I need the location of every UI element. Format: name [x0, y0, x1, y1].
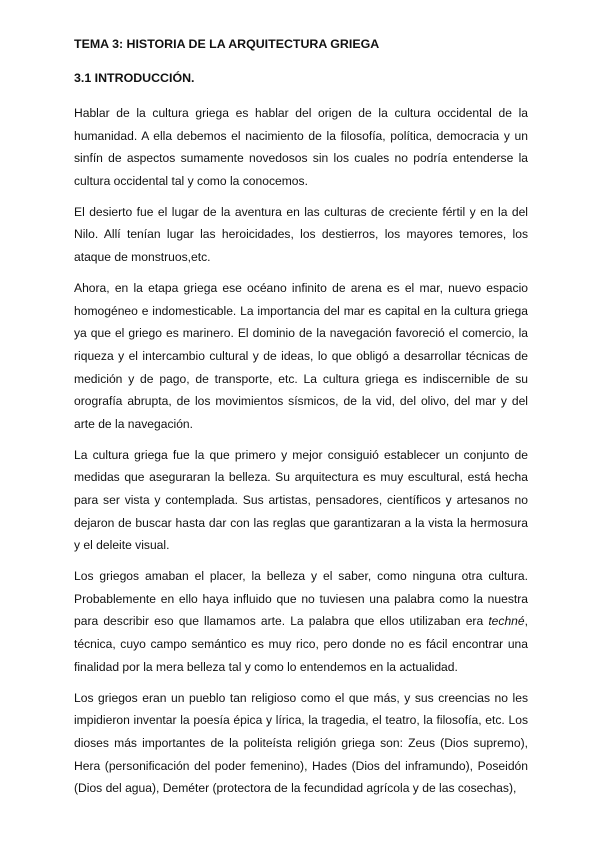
- paragraph: La cultura griega fue la que primero y mejor consiguió establecer un conjunto de medidas que aseguraran la belleza. Su arquitectura es muy escultural, está hecha para ser vista y contemplada. Sus artistas, pensadores, científicos y artesanos no dejaron de buscar hasta dar con las reglas que garantizaran a la vista la hermosura y el deleite visual.: [74, 447, 528, 553]
- paragraph: Los griegos eran un pueblo tan religioso como el que más, y sus creencias no les impidieron inventar la poesía épica y lírica, la tragedia, el teatro, la filosofía, etc. Los dioses más importantes de la politeísta religión griega son: Zeus (Dios supremo), Hera (personificación del poder femenino), Hades (Dios del inframundo), Poseidón (Dios del agua), Deméter (protectora de la fecundidad agrícola y de las cosechas),: [74, 690, 528, 796]
- document-page: [74, 34, 528, 800]
- paragraph: El desierto fue el lugar de la aventura en las culturas de creciente fértil y en la del Nilo. Allí tenían lugar las heroicidades, los destierros, los mayores temores, los ataque de monstruos,etc.: [74, 204, 528, 265]
- document-title: TEMA 3: HISTORIA DE LA ARQUITECTURA GRIEGA: [74, 37, 380, 51]
- paragraph: Hablar de la cultura griega es hablar del origen de la cultura occidental de la humanidad. A ella debemos el nacimiento de la filosofía, política, democracia y un sinfín de aspectos sumamente novedosos sin los cuales no podría entenderse la cultura occidental tal y como la conocemos.: [74, 106, 528, 188]
- paragraph-text: Los griegos amaban el placer, la belleza y el saber, como ninguna otra cultura. Probablemente en ello haya influido que no tuviesen una palabra como la nuestra para describir eso que llamamos arte. La palabra que ellos utilizaban era: [74, 569, 528, 629]
- paragraph-text: , técnica, cuyo campo semántico es muy rico, pero donde no es fácil encontrar una finalidad por la mera belleza tal y como lo entendemos en la actualidad.: [74, 614, 528, 674]
- paragraph: Ahora, en la etapa griega ese océano infinito de arena es el mar, nuevo espacio homogéneo e indomesticable. La importancia del mar es capital en la cultura griega ya que el griego es marinero. El dominio de la navegación favoreció el comercio, la riqueza y el intercambio cultural y de ideas, lo que obligó a desarrollar técnicas de medición y de pago, de transporte, etc. La cultura griega es indiscernible de su orografía abrupta, de los movimientos sísmicos, de la vid, del olivo, del mar y del arte de la navegación.: [74, 281, 528, 431]
- emphasized-term: techné: [488, 614, 525, 629]
- section-heading: 3.1 INTRODUCCIÓN.: [74, 71, 195, 85]
- paragraph: [74, 565, 528, 678]
